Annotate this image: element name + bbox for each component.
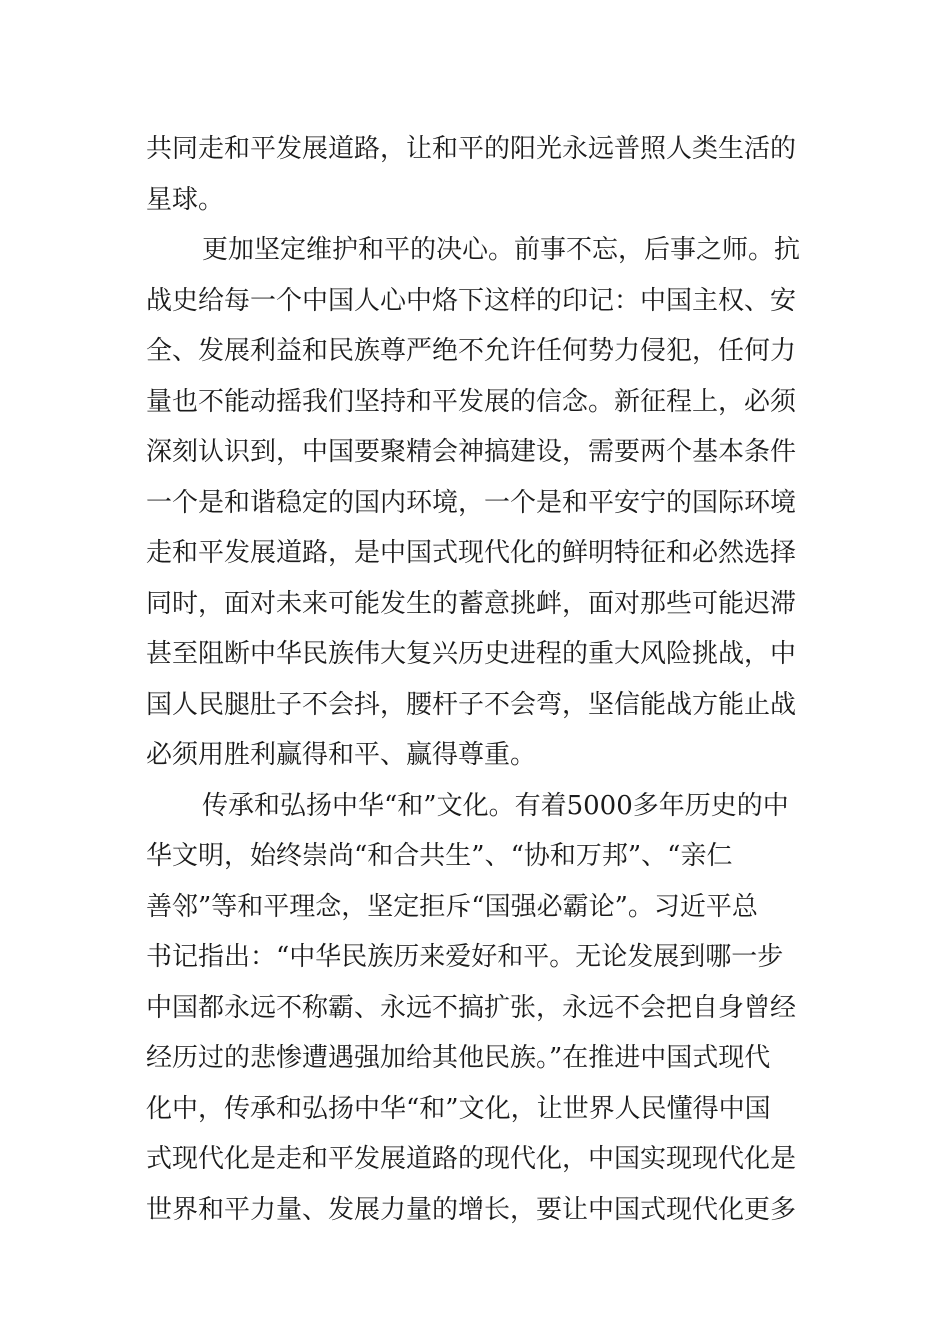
text-line: 世界和平力量、发展力量的增长，要让中国式现代化更多 [146, 1194, 797, 1225]
text-line: 共同走和平发展道路，让和平的阳光永远普照人类生活的 [146, 134, 797, 164]
text-line: 同时，面对未来可能发生的蓄意挑衅，面对那些可能迟滞 [146, 588, 797, 619]
text-line: 必须用胜利赢得和平、赢得尊重。 [146, 740, 537, 770]
text-line: 华文明，始终崇尚“和合共生”、“协和万邦”、“亲仁 [146, 841, 733, 871]
text-line: 星球。 [146, 184, 225, 215]
text-line: 量也不能动摇我们坚持和平发展的信念。新征程上，必须 [146, 386, 797, 417]
text-line: 化中，传承和弘扬中华“和”文化，让世界人民懂得中国 [146, 1093, 771, 1124]
text-line: 深刻认识到，中国要聚精会神搞建设，需要两个基本条件 [146, 437, 797, 467]
text-line: 走和平发展道路，是中国式现代化的鲜明特征和必然选择 [146, 538, 797, 568]
body-text [146, 124, 806, 1235]
text-line: 式现代化是走和平发展道路的现代化，中国实现现代化是 [146, 1144, 797, 1174]
text-line: 更加坚定维护和平的决心。前事不忘，后事之师。抗 [202, 235, 801, 265]
text-line: 善邻”等和平理念，坚定拒斥“国强必霸论”。习近平总 [146, 891, 758, 922]
text-line: 一个是和谐稳定的国内环境，一个是和平安宁的国际环境 [146, 487, 797, 518]
text-line: 甚至阻断中华民族伟大复兴历史进程的重大风险挑战，中 [146, 639, 797, 669]
text-line: 中国都永远不称霸、永远不搞扩张，永远不会把自身曾经 [146, 992, 797, 1023]
text-line: 全、发展利益和民族尊严绝不允许任何势力侵犯，任何力 [146, 336, 797, 366]
text-line: 国人民腿肚子不会抖，腰杆子不会弯，坚信能战方能止战 [146, 689, 797, 720]
text-line: 经历过的悲惨遭遇强加给其他民族。”在推进中国式现代 [146, 1043, 771, 1073]
text-line: 战史给每一个中国人心中烙下这样的印记：中国主权、安 [146, 285, 797, 316]
text-line: 书记指出：“中华民族历来爱好和平。无论发展到哪一步 [146, 942, 784, 972]
text-line: 传承和弘扬中华“和”文化。有着5000多年历史的中 [202, 790, 789, 821]
